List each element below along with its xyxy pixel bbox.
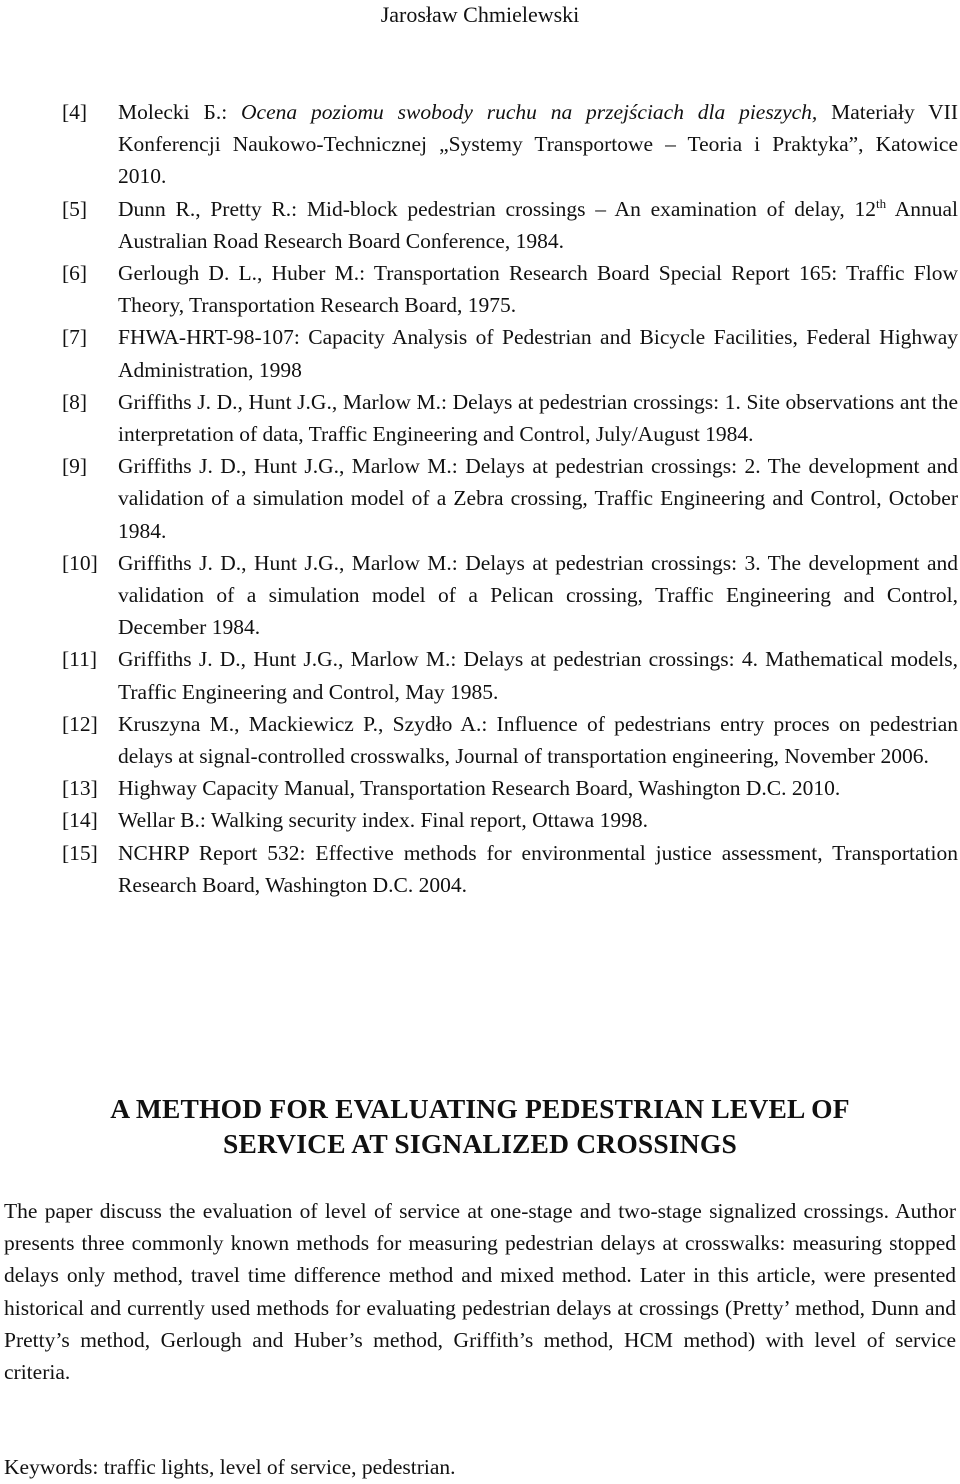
reference-number: [13] bbox=[62, 776, 98, 801]
reference-text: Griffiths J. D., Hunt J.G., Marlow M.: Delays at pedestrian crossings: 3. The development and validation of a simulation model of a Pelican crossing, Traffic Engineering and Control, December 1984. bbox=[118, 550, 958, 640]
abstract-paragraph: The paper discuss the evaluation of level of service at one-stage and two-stage signalized crossings. Author presents three commonly known methods for measuring pedestrian delays at crosswalks: measuring stopped delays only method, travel time difference method and mixed method. Later in this article, were presented historical and currently used methods for evaluating pedestrian delays at crossings (Pretty’ method, Dunn and Pretty’s method, Gerlough and Huber’s method, Griffith’s method, HCM method) with level of service criteria. bbox=[4, 1199, 956, 1385]
reference-number: [14] bbox=[62, 808, 98, 833]
article-title bbox=[0, 1091, 960, 1161]
reference-number: [12] bbox=[62, 711, 98, 736]
reference-item bbox=[62, 450, 958, 547]
reference-text: Molecki Б.: Ocena poziomu swobody ruchu na przejściach dla pieszych, Materiały VII Konferencji Naukowo-Technicznej „Systemy Transportowe – Teoria i Praktyka”, Katowice 2010. bbox=[118, 100, 958, 189]
reference-item bbox=[62, 257, 958, 321]
reference-number: [5] bbox=[62, 196, 88, 221]
reference-number: [4] bbox=[62, 100, 88, 124]
reference-item bbox=[62, 643, 958, 707]
reference-item bbox=[62, 193, 958, 257]
reference-text: FHWA-HRT-98-107: Capacity Analysis of Pedestrian and Bicycle Facilities, Federal Highway Administration, 1998 bbox=[118, 325, 958, 382]
reference-number: [10] bbox=[62, 550, 98, 575]
reference-item bbox=[62, 772, 958, 804]
reference-text: Wellar B.: Walking security index. Final report, Ottawa 1998. bbox=[118, 808, 648, 833]
reference-text: Dunn R., Pretty R.: Mid-block pedestrian crossings – An examination of delay, 12th Annual Australian Road Research Board Conference, 1984. bbox=[118, 195, 958, 253]
reference-italic-title: Ocena poziomu swobody ruchu na przejściach dla pieszych, bbox=[241, 100, 818, 124]
reference-text: Griffiths J. D., Hunt J.G., Marlow M.: Delays at pedestrian crossings: 1. Site observations ant the interpretation of data, Traffic Engineering and Control, July/August 1984. bbox=[118, 389, 958, 447]
reference-item bbox=[62, 386, 958, 450]
reference-text: Griffiths J. D., Hunt J.G., Marlow M.: Delays at pedestrian crossings: 4. Mathematical models, Traffic Engineering and Control, May 1985. bbox=[118, 647, 958, 704]
reference-text: Griffiths J. D., Hunt J.G., Marlow M.: Delays at pedestrian crossings: 2. The development and validation of a simulation model of a Zebra crossing, Traffic Engineering and Control, October 1984. bbox=[118, 454, 958, 543]
reference-item bbox=[62, 708, 958, 772]
reference-item bbox=[62, 321, 958, 385]
reference-item bbox=[62, 547, 958, 644]
keywords-line: Keywords: traffic lights, level of service, pedestrian. bbox=[4, 1455, 456, 1479]
reference-text: Highway Capacity Manual, Transportation Research Board, Washington D.C. 2010. bbox=[118, 776, 841, 801]
ordinal-superscript: th bbox=[876, 195, 887, 211]
reference-number: [8] bbox=[62, 389, 88, 414]
reference-number: [11] bbox=[62, 647, 98, 672]
reference-text: Kruszyna M., Mackiewicz P., Szydło A.: Influence of pedestrians entry proces on pedestrian delays at signal-controlled crosswalks, Journal of transportation engineering, November 2006. bbox=[118, 711, 958, 769]
reference-number: [6] bbox=[62, 261, 88, 286]
article-title-line-1: A METHOD FOR EVALUATING PEDESTRIAN LEVEL OF bbox=[110, 1093, 850, 1124]
reference-number: [9] bbox=[62, 454, 88, 479]
reference-item bbox=[62, 837, 958, 901]
reference-number: [7] bbox=[62, 325, 88, 350]
running-head: Jarosław Chmielewski bbox=[380, 2, 580, 27]
article-title-line-2: SERVICE AT SIGNALIZED CROSSINGS bbox=[223, 1128, 737, 1159]
reference-text: Gerlough D. L., Huber M.: Transportation Research Board Special Report 165: Traffic Flow Theory, Transportation Research Board, 1975. bbox=[118, 261, 958, 318]
reference-item bbox=[62, 804, 958, 836]
reference-number: [15] bbox=[62, 840, 98, 865]
reference-text: NCHRP Report 532: Effective methods for environmental justice assessment, Transportation Research Board, Washington D.C. 2004. bbox=[118, 840, 958, 897]
reference-item bbox=[62, 96, 958, 193]
reference-list bbox=[62, 96, 958, 901]
